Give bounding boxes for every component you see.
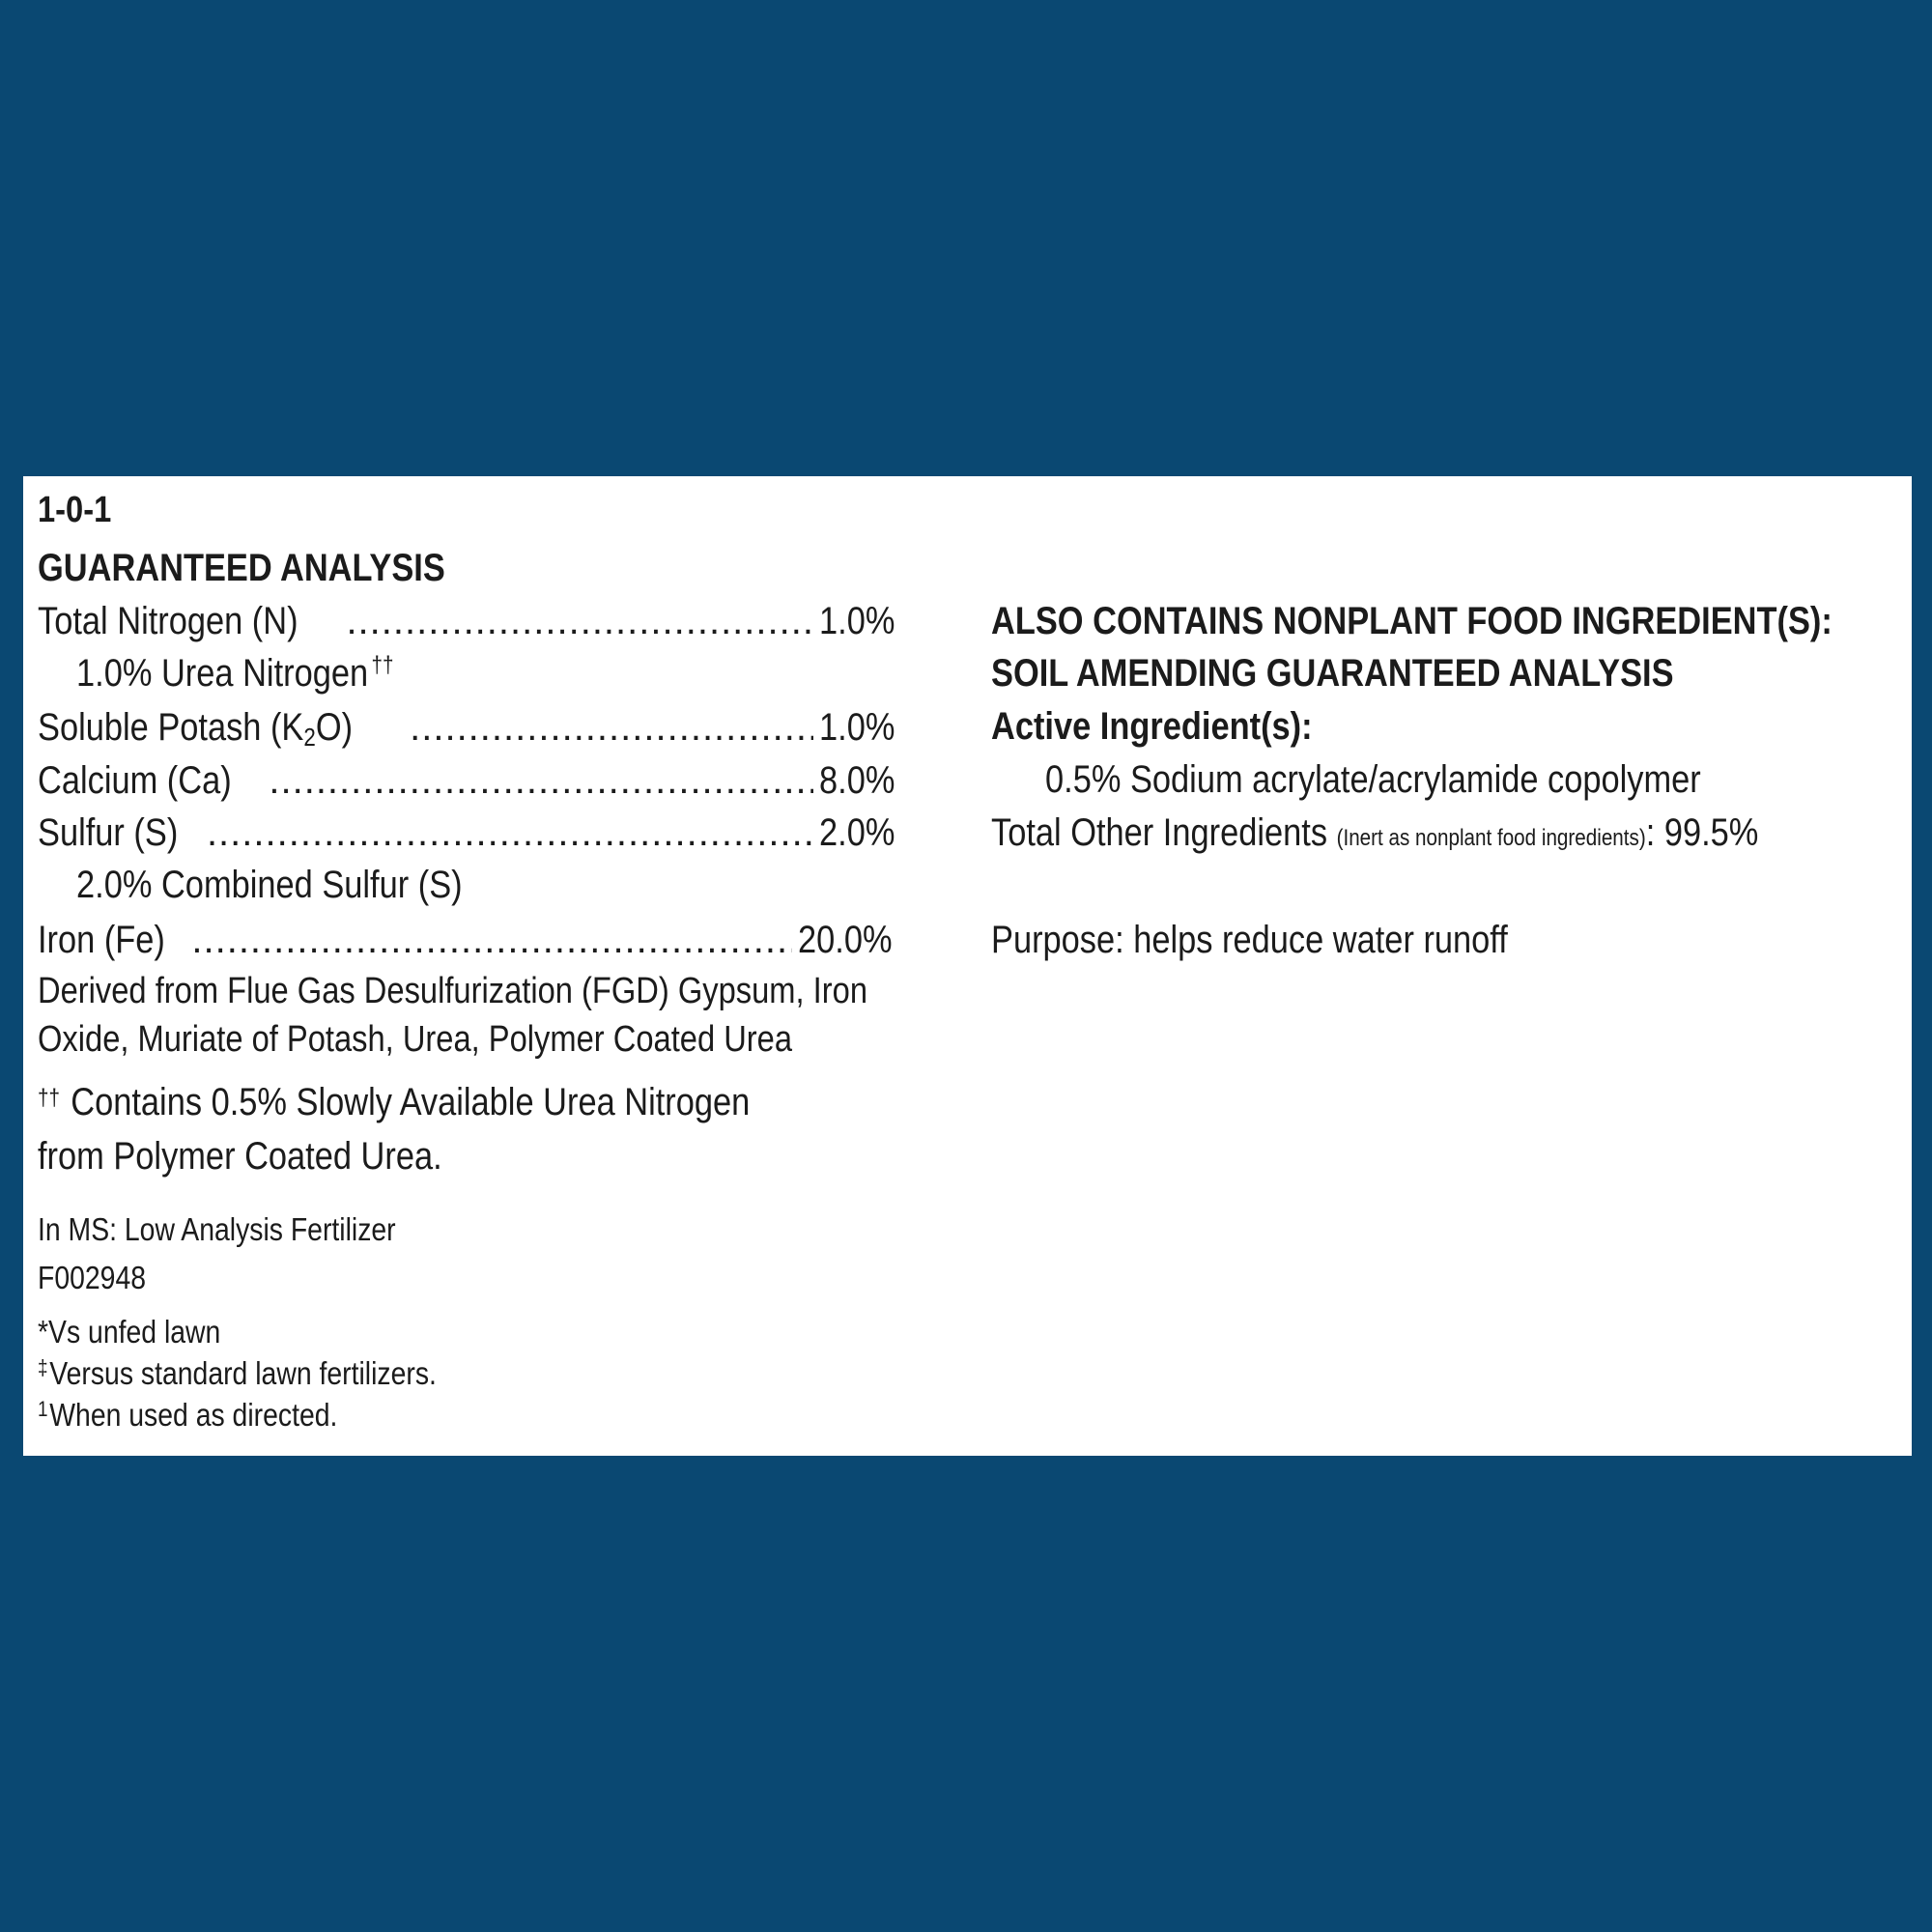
double-dagger-mark: †† [38,1085,60,1111]
total-other-ingredients: Total Other Ingredients (Inert as nonplant food ingredients): 99.5% [991,811,1759,854]
dot-leader [410,706,813,750]
note-unfed-lawn: *Vs unfed lawn [38,1314,221,1350]
soil-amending-heading: SOIL AMENDING GUARANTEED ANALYSIS [991,652,1674,695]
nutrient-row-iron: Iron (Fe) ..... 20.0% [38,919,907,962]
active-ingredient-item: 0.5% Sodium acrylate/acrylamide copolymer [1045,758,1701,801]
nutrient-row-nitrogen: Total Nitrogen (N) ..... 1.0% [38,600,907,643]
nonplant-heading: ALSO CONTAINS NONPLANT FOOD INGREDIENT(S): [991,600,1833,642]
dot-leader [191,919,791,962]
nutrient-row-sulfur: Sulfur (S) ..... 2.0% [38,811,907,855]
nutrient-subrow-urea: 1.0% Urea Nitrogen †† [76,652,394,695]
nutrient-subrow-combined-sulfur: 2.0% Combined Sulfur (S) [76,864,463,906]
dot-leader [269,759,812,803]
guaranteed-analysis-heading: GUARANTEED ANALYSIS [38,547,445,589]
ms-note: In MS: Low Analysis Fertilizer [38,1211,396,1247]
npk-ratio: 1-0-1 [38,490,112,530]
derived-from-line-1: Derived from Flue Gas Desulfurization (FGD) Gypsum, Iron [38,971,868,1011]
note-used-as-directed: $^1$When used as directed. [38,1397,338,1433]
nutrient-row-potash: Soluble Potash $(K_2O)$ ..... 1.0% [38,706,907,753]
purpose-line: Purpose: helps reduce water runoff [991,919,1508,961]
dot-leader [346,600,812,643]
footnote-line-2: from Polymer Coated Urea. [38,1135,442,1178]
product-code: F002948 [38,1260,147,1295]
dot-leader [207,811,813,855]
derived-from-line-2: Oxide, Muriate of Potash, Urea, Polymer Coated Urea [38,1019,793,1060]
note-standard-fertilizers: ‡Versus standard lawn fertilizers. [38,1355,437,1391]
footnote-line-1: †† Contains 0.5% Slowly Available Urea Nitrogen [38,1081,751,1123]
double-dagger-mark: †† [371,652,394,678]
label-panel [23,476,1912,1456]
nutrient-row-calcium: Calcium (Ca) ..... 8.0% [38,759,907,803]
active-ingredients-label: Active Ingredient(s): [991,705,1313,748]
